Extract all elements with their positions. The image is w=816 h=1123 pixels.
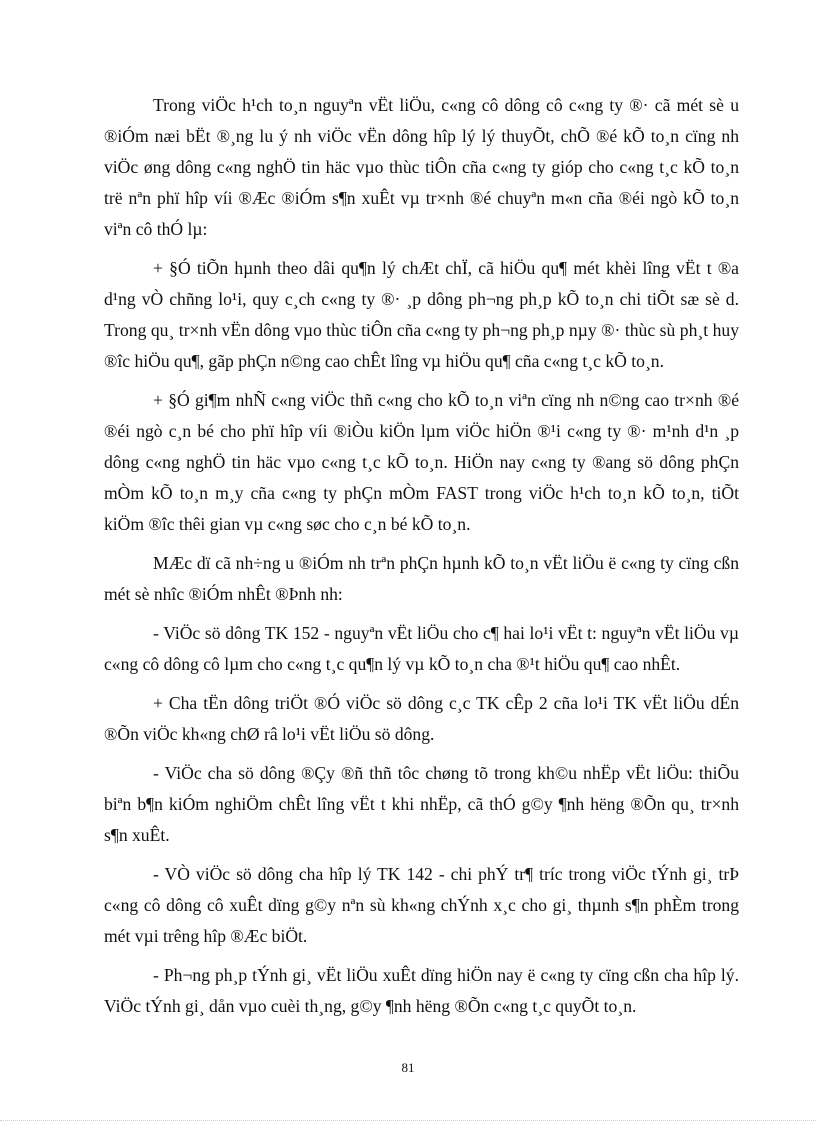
paragraph: Trong viÖc h¹ch to¸n nguyªn vËt liÖu, c«ng cô dông cô c«ng ty ®· cã mét sè u ®iÓm næi bËt ®¸ng lu ý nh viÖc vËn dông hîp lý lý thuyÕt, chÕ ®é kÕ to¸n cïng nh viÖc øng dông c«ng nghÖ tin häc vµo thùc tiÔn cña c«ng ty gióp cho c«ng t¸c kÕ to¸n trë nªn phï hîp víi ®Æc ®iÓm s¶n xuÊt vµ tr×nh ®é chuyªn m«n cña ®éi ngò kÕ to¸n viªn cô thÓ lµ: xyxy=(104,95,739,239)
paragraph: - VÒ viÖc sö dông cha hîp lý TK 142 - chi phÝ tr¶ tríc trong viÖc tÝnh gi¸ trÞ c«ng cô dông cô xuÊt dïng g©y nªn sù kh«ng chÝnh x¸c cho gi¸ thµnh s¶n phÈm trong mét vµi trêng hîp ®Æc biÖt. xyxy=(104,864,739,946)
page-bottom-divider xyxy=(0,1120,816,1121)
paragraph: MÆc dï cã nh÷ng u ®iÓm nh trªn phÇn hµnh kÕ to¸n vËt liÖu ë c«ng ty cïng cßn mét sè nhîc ®iÓm nhÊt ®Þnh nh: xyxy=(104,553,739,604)
paragraph: + §Ó tiÕn hµnh theo dâi qu¶n lý chÆt chÏ, cã hiÖu qu¶ mét khèi lîng vËt t ®a d¹ng vÒ chñng lo¹i, quy c¸ch c«ng ty ®· ¸p dông ph¬ng ph¸p kÕ to¸n chi tiÕt sæ sè d. Trong qu¸ tr×nh vËn dông vµo thùc tiÔn cña c«ng ty ph¬ng ph¸p nµy ®· thùc sù ph¸t huy ®îc hiÖu qu¶, gãp phÇn n©ng cao chÊt lîng vµ hiÖu qu¶ cña c«ng t¸c kÕ to¸n. xyxy=(104,258,739,371)
paragraph: - Ph¬ng ph¸p tÝnh gi¸ vËt liÖu xuÊt dïng hiÖn nay ë c«ng ty cïng cßn cha hîp lý. ViÖc tÝnh gi¸ dån vµo cuèi th¸ng, g©y ¶nh hëng ®Õn c«ng t¸c quyÕt to¸n. xyxy=(104,965,739,1016)
paragraph: + §Ó gi¶m nhÑ c«ng viÖc thñ c«ng cho kÕ to¸n viªn cïng nh n©ng cao tr×nh ®é ®éi ngò c¸n bé cho phï hîp víi ®iÒu kiÖn lµm viÖc hiÖn ®¹i c«ng ty ®· m¹nh d¹n ¸p dông c«ng nghÖ tin häc vµo c«ng t¸c kÕ to¸n. HiÖn nay c«ng ty ®ang sö dông phÇn mÒm kÕ to¸n m¸y cña c«ng ty phÇn mÒm FAST trong viÖc h¹ch to¸n kÕ to¸n, tiÕt kiÖm ®îc thêi gian vµ c«ng søc cho c¸n bé kÕ to¸n. xyxy=(104,390,739,534)
paragraph: + Cha tËn dông triÖt ®Ó viÖc sö dông c¸c TK cÊp 2 cña lo¹i TK vËt liÖu dÉn ®Õn viÖc kh«ng chØ râ lo¹i vËt liÖu sö dông. xyxy=(104,693,739,744)
paragraph: - ViÖc sö dông TK 152 - nguyªn vËt liÖu cho c¶ hai lo¹i vËt t: nguyªn vËt liÖu vµ c«ng cô dông cô lµm cho c«ng t¸c qu¶n lý vµ kÕ to¸n cha ®¹t hiÖu qu¶ cao nhÊt. xyxy=(104,623,739,674)
page-number: 81 xyxy=(401,1060,415,1075)
body-text xyxy=(104,90,739,1030)
paragraph: - ViÖc cha sö dông ®Çy ®ñ thñ tôc chøng tõ trong kh©u nhËp vËt liÖu: thiÕu biªn b¶n kiÓm nghiÖm chÊt lîng vËt t khi nhËp, cã thÓ g©y ¶nh hëng ®Õn qu¸ tr×nh s¶n xuÊt. xyxy=(104,763,739,845)
